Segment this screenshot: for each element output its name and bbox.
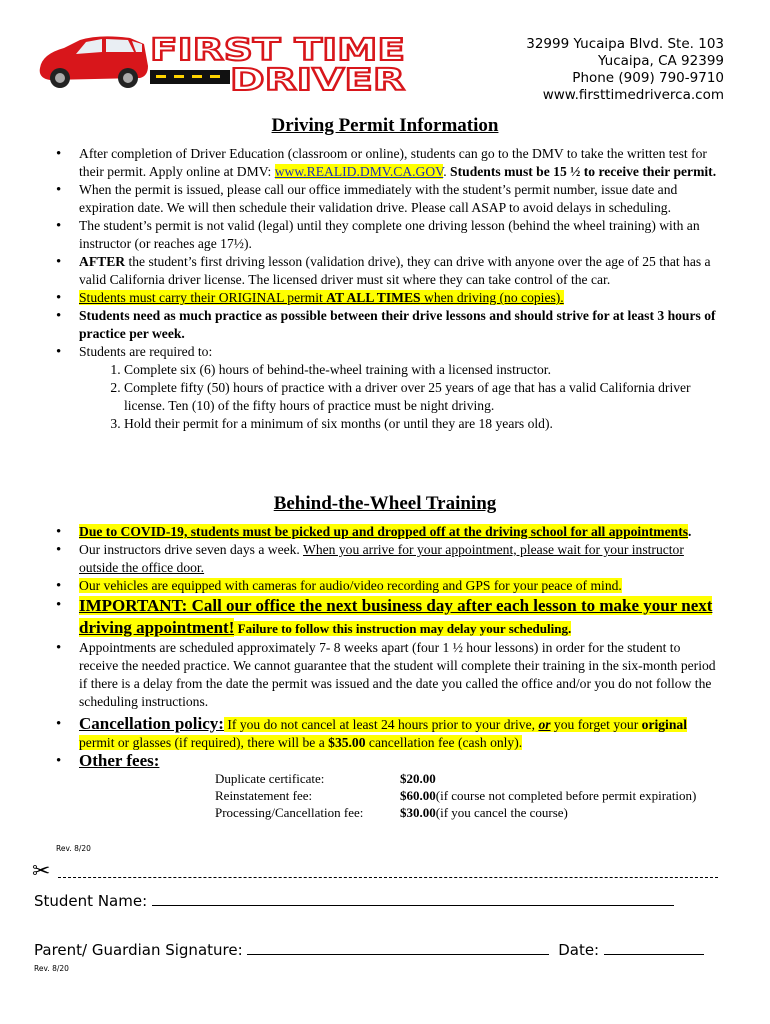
btw-bullets [56,523,722,771]
list-item: • Due to COVID-19, students must be picked up and dropped off at the driving school for all appointments. [56,523,722,541]
revision-note-footer: Rev. 8/20 [34,964,69,973]
list-item: • Other fees: [56,752,722,771]
list-item: • AFTER the student’s first driving lesson (validation drive), they can drive with anyone over the age of 25 that has a valid California driver license. The licensed driver must sit where they can take control of the car. [56,253,722,289]
requirements-list [79,361,722,433]
car-logo-icon [30,30,410,92]
list-item: • When the permit is issued, please call our office immediately with the student’s permit number, issue date and expiration date. We will then schedule their validation drive. Please call ASAP to avoid delays in scheduling. [56,181,722,217]
address-line2: Yucaipa, CA 92399 [597,53,724,69]
table-row: Duplicate certificate: $20.00 [215,771,436,786]
list-item: • Cancellation policy: If you do not cancel at least 24 hours prior to your drive, or you forget your original permit or glasses (if required), there will be a $35.00 cancellation fee (cash only). [56,715,722,752]
date-field[interactable] [604,938,704,955]
fees-table [215,770,696,821]
parent-signature-field[interactable] [247,938,549,955]
revision-note: Rev. 8/20 [56,844,91,853]
table-row: Processing/Cancellation fee: $30.00 (if you cancel the course) [215,805,568,820]
list-item: • Our vehicles are equipped with cameras for audio/video recording and GPS for your peace of mind. [56,577,722,595]
requirement-item: 3. Hold their permit for a minimum of six months (or until they are 18 years old). [124,415,722,433]
list-item: • Appointments are scheduled approximately 7- 8 weeks apart (four 1 ½ hour lessons) in order for the student to receive the needed practice. We cannot guarantee that the student will complete their training in the six-month period if there is a delay from the date the permit was issued and the date you called the office and/or you do not follow the scheduling instructions. [56,639,722,711]
student-name-label: Student Name: [34,892,148,910]
student-name-row [34,889,674,910]
list-item: • Students are required to: 1. Complete six (6) hours of behind-the-wheel training with a licensed instructor. 2. Complete fifty (50) hours of practice with a driver over 25 years of age that has a valid California driver license. Ten (10) of the fifty hours of practice must be night driving. 3. Hold their permit for a minimum of six months (or until they are 18 years old). [56,343,722,433]
list-item: • The student’s permit is not valid (legal) until they complete one driving lesson (behind the wheel training) with an instructor (or reaches age 17½). [56,217,722,253]
phone: Phone (909) 790-9710 [572,70,724,86]
requirement-item: 1. Complete six (6) hours of behind-the-wheel training with a licensed instructor. [124,361,722,379]
logo-text-bottom: DRIVER [230,63,405,92]
list-item: • Students need as much practice as possible between their drive lessons and should strive for at least 3 hours of practice per week. [56,307,722,343]
website-link[interactable]: www.firsttimedriverca.com [542,87,724,103]
table-row: Reinstatement fee: $60.00 (if course not completed before permit expiration) [215,788,697,803]
logo-text-top: FIRST TIME [150,33,405,68]
dmv-link[interactable]: www.REALID.DMV.CA.GOV [274,164,444,179]
address-line1: 32999 Yucaipa Blvd. Ste. 103 [526,36,724,52]
school-address [526,36,724,104]
list-item: • After completion of Driver Education (classroom or online), students can go to the DMV to take the written test for their permit. Apply online at DMV: www.REALID.DMV.CA.GOV. Students must be 15 ½ to receive their permit. [56,145,722,181]
btw-section-title: Behind-the-Wheel Training [273,493,497,514]
cut-line [58,867,718,878]
permit-bullets [56,145,722,433]
list-item: • IMPORTANT: Call our office the next business day after each lesson to make your next driving appointment! Failure to follow this instruction may delay your scheduling. [56,595,722,639]
list-item: • Students must carry their ORIGINAL permit AT ALL TIMES when driving (no copies). [56,289,722,307]
student-name-field[interactable] [152,889,674,906]
date-label: Date: [558,941,600,959]
company-logo [30,30,410,92]
permit-section-title: Driving Permit Information [271,115,499,136]
parent-signature-row [34,938,704,959]
list-item: • Our instructors drive seven days a week. When you arrive for your appointment, please wait for your instructor outside the office door. [56,541,722,577]
scissors-icon: ✂ [32,858,51,883]
parent-signature-label: Parent/ Guardian Signature: [34,941,243,959]
requirement-item: 2. Complete fifty (50) hours of practice with a driver over 25 years of age that has a valid California driver license. Ten (10) of the fifty hours of practice must be night driving. [124,379,722,415]
